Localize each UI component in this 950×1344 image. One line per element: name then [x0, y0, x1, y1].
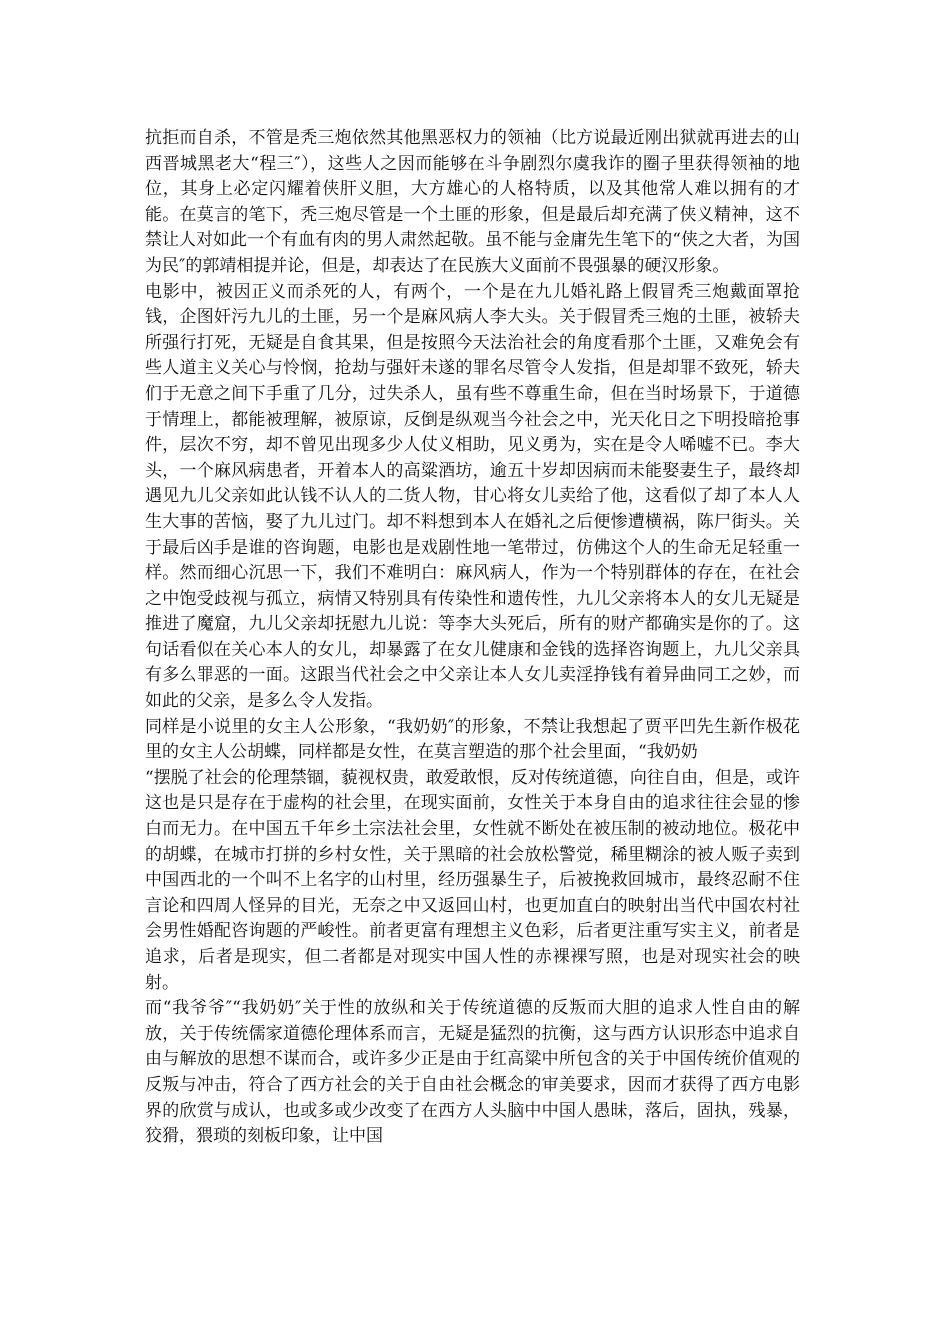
paragraph-2: 电影中，被因正义而杀死的人，有两个，一个是在九儿婚礼路上假冒秃三炮戴面罩抢钱，企图奸污九儿的土匪，另一个是麻风病人李大头。关于假冒秃三炮的土匪，被轿夫所强行打死，无疑是自食其果，但是按照今天法治社会的角度看那个土匪，又难免会有些人道主义关心与怜悯，抢劫与强奸未遂的罪名尽管令人发指，但是却罪不致死，轿夫们于无意之间下手重了几分，过失杀人，虽有些不尊重生命，但在当时场景下，于道德于情理上，都能被理解，被原谅，反倒是纵观当今社会之中，光天化日之下明投暗抢事件，层次不穷，却不曾见出现多少人仗义相助，见义勇为，实在是令人唏嘘不已。李大头，一个麻风病患者，开着本人的高粱酒坊，逾五十岁却因病而未能娶妻生子，最终却遇见九儿父亲如此认钱不认人的二货人物，甘心将女儿卖给了他，这看似了却了本人人生大事的苦恼，娶了九儿过门。却不料想到本人在婚礼之后便惨遭横祸，陈尸街头。关于最后凶手是谁的咨询题，电影也是戏剧性地一笔带过，仿佛这个人的生命无足轻重一样。然而细心沉思一下，我们不难明白：麻风病人，作为一个特别群体的存在，在社会之中饱受歧视与孤立，病情又特别具有传染性和遗传性，九儿父亲将本人的女儿无疑是推进了魔窟，九儿父亲却抚慰九儿说：等李大头死后，所有的财产都确实是你的了。这句话看似在关心本人的女儿，却暴露了在女儿健康和金钱的选择咨询题上，九儿父亲具有多么罪恶的一面。这跟当代社会之中父亲让本人女儿卖淫挣钱有着异曲同工之妙，而如此的父亲，是多么令人发指。 [145, 281, 800, 712]
paragraph-3: 同样是小说里的女主人公形象，“我奶奶″的形象，不禁让我想起了贾平凹先生新作极花里的女主人公胡蝶，同样都是女性，在莫言塑造的那个社会里面，“我奶奶 [145, 716, 800, 763]
paragraph-4: “摆脱了社会的伦理禁锢，藐视权贵，敢爱敢恨，反对传统道德，向往自由，但是，或许这也是只是存在于虚构的社会里，在现实面前，女性关于本身自由的追求往往会显的惨白而无力。在中国五千年乡土宗法社会里，女性就不断处在被压制的被动地位。极花中的胡蝶，在城市打拼的乡村女性，关于黑暗的社会放松警觉，稀里糊涂的被人贩子卖到中国西北的一个叫不上名字的山村里，经历强暴生子，后被挽救回城市，最终忍耐不住言论和四周人怪异的目光，无奈之中又返回山村，也更加直白的映射出当代中国农村社会男性婚配咨询题的严峻性。前者更富有理想主义色彩，后者更注重写实主义，前者是追求，后者是现实，但二者都是对现实中国人性的赤裸裸写照，也是对现实社会的映射。 [145, 767, 800, 993]
paragraph-1: 抗拒而自杀，不管是秃三炮依然其他黑恶权力的领袖（比方说最近刚出狱就再进去的山西晋城黑老大“程三″），这些人之因而能够在斗争剧烈尔虞我诈的圈子里获得领袖的地位，其身上必定闪耀着侠肝义胆，大方雄心的人格特质，以及其他常人难以拥有的才能。在莫言的笔下，秃三炮尽管是一个土匪的形象，但是最后却充满了侠义精神，这不禁让人对如此一个有血有肉的男人肃然起敬。虽不能与金庸先生笔下的“侠之大者，为国为民″的郭靖相提并论，但是，却表达了在民族大义面前不畏强暴的硬汉形象。 [145, 128, 800, 276]
paragraph-5: 而“我爷爷″“我奶奶″关于性的放纵和关于传统道德的反叛而大胆的追求人性自由的解放，关于传统儒家道德伦理体系而言，无疑是猛烈的抗衡，这与西方认识形态中追求自由与解放的思想不谋而合，或许多少正是由于红高粱中所包含的关于中国传统价值观的反叛与冲击，符合了西方社会的关于自由社会概念的审美要求，因而才获得了西方电影界的欣赏与成认，也或多或少改变了在西方人头脑中中国人愚昧，落后，固执，残暴，狡猾，猥琐的刻板印象，让中国 [145, 998, 800, 1147]
document-body [145, 126, 800, 1150]
